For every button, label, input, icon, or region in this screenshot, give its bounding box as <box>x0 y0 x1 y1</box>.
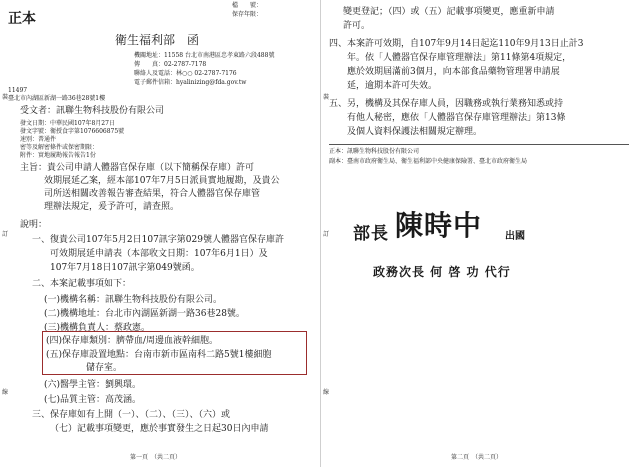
binding-mark-2: 訂 <box>2 231 9 238</box>
minister-status: 出國 <box>505 231 525 242</box>
detail-bank-location: (五)保存庫設置地點：台南市新市區南科二路5號1樓細胞 <box>46 350 272 360</box>
item1-line-2: 可效期展延申請表（本部收文日期：107年6月1日）及 <box>50 249 268 259</box>
primary-recipient: 正本：訊聯生物科技股份有限公司 <box>329 148 420 155</box>
binding-mark-3: 線 <box>2 389 9 396</box>
item5-line-1: 五、另，機構及其保存庫人員，因職務或執行業務知悉或持 <box>329 99 564 109</box>
item4-line-3: 應於效期屆滿前3個月，向本部食品藥物管理署申請展 <box>347 67 560 77</box>
binding-mark-p2-1: 裝 <box>323 94 330 101</box>
original-copy-label: 正本 <box>8 11 36 27</box>
subject-line-1: 主旨：貴公司申請人體器官保存庫（以下簡稱保存庫）許可 <box>20 163 255 173</box>
binding-mark-1: 裝 <box>2 94 9 101</box>
item5-line-3: 及個人資料保護法相關規定辦理。 <box>347 127 483 137</box>
meta-speed: 速別：普通件 <box>20 136 57 143</box>
item4-line-4: 延，逾期本許可失效。 <box>347 81 438 91</box>
minister-name: 陳時中 <box>395 209 483 242</box>
agency-address: 機關地址：11558 台北市南港區忠孝東路六段488號 <box>134 52 275 59</box>
divider-line <box>329 144 629 145</box>
subject-line-2: 效期展延乙案，經本部107年7月5日派員實地履勘，及貴公 <box>44 176 280 186</box>
item3-continuation-2: 許可。 <box>343 21 371 31</box>
minister-title: 部長 <box>353 224 389 244</box>
item4-line-1: 四、本案許可效期，自107年9月14日起迄110年9月13日止計3 <box>329 39 584 49</box>
contact-email: 電子郵件信箱：hyalinizing@fda.gov.tw <box>134 79 247 86</box>
item3-line-1: 三、保存庫如有上開（一）、（二）、（三）、（六）或 <box>32 410 231 420</box>
subject-line-3: 司所送相關改善報告審查結果，符合人體器官保存庫管 <box>44 189 261 199</box>
agency-title: 衛生福利部 函 <box>115 33 200 47</box>
subject-line-4: 理辦法規定，爰予許可，請查照。 <box>44 202 180 212</box>
retention-label: 保存年限： <box>232 11 263 18</box>
copy-recipients: 副本：臺南市政府衛生局、衛生福利部中央健康保險署、臺北市政府衛生局 <box>329 158 528 165</box>
item1-line-1: 一、復貴公司107年5月2日107訊字第029號人體器官保存庫許 <box>32 235 284 245</box>
item3-continuation: 變更登記；（四）或（五）記載事項變更，應重新申請 <box>343 7 555 17</box>
detail-principal: (三)機構負責人：蔡政憲。 <box>44 323 151 333</box>
explanation-label: 說明： <box>20 220 48 230</box>
meta-ref-no: 發文字號：衛授食字第1076606875號 <box>20 128 125 135</box>
letter-page-2 <box>321 0 640 467</box>
file-number-label: 檔 號： <box>232 2 263 9</box>
item3-line-2: （七）記載事項變更，應於事實發生之日起30日內申請 <box>50 424 269 434</box>
page-footer-1: 第一頁 （共二頁） <box>130 454 182 461</box>
detail-quality-director: (七)品質主管：高茂涵。 <box>44 395 142 405</box>
recipient-line: 受文者：訊聯生物科技股份有限公司 <box>20 106 165 116</box>
item5-line-2: 有他人秘密，應依「人體器官保存庫管理辦法」第13條 <box>347 113 566 123</box>
meta-date: 發文日期：中華民國107年8月27日 <box>20 120 115 127</box>
contact-person: 聯絡人及電話：林○○ 02-2787-7176 <box>134 70 237 77</box>
detail-institution: (一)機構名稱：訊聯生物科技股份有限公司。 <box>44 295 223 305</box>
binding-mark-p2-3: 線 <box>323 389 330 396</box>
detail-bank-type: (四)保存庫類別：臍帶血/周邊血液幹細胞。 <box>46 336 219 346</box>
item2-heading: 二、本案記載事項如下： <box>32 279 132 289</box>
detail-address: (二)機構地址：台北市內湖區新湖一路36巷28號。 <box>44 309 245 319</box>
acting-official: 政務次長 何 啓 功 代行 <box>373 265 511 279</box>
binding-mark-p2-2: 訂 <box>323 231 330 238</box>
item4-line-2: 年。依「人體器官保存庫管理辦法」第11條第4項規定， <box>347 53 572 63</box>
postal-code: 11497 <box>8 87 28 94</box>
meta-attachment: 附件：實地履勘報告報告1份 <box>20 152 96 159</box>
recipient-address: 臺北市內湖區新湖一路36巷28號1樓 <box>8 95 106 102</box>
item1-line-3: 107年7月18日107訊字第049號函。 <box>50 263 200 273</box>
detail-medical-director: (六)醫學主管：劉興環。 <box>44 380 142 390</box>
meta-secrecy: 密等及解密條件或保密期限： <box>20 144 99 151</box>
agency-fax: 傳 真：02-2787-7178 <box>134 61 207 68</box>
page-footer-2: 第二頁 （共二頁） <box>451 454 503 461</box>
detail-bank-location-cont: 儲存室。 <box>86 363 123 373</box>
